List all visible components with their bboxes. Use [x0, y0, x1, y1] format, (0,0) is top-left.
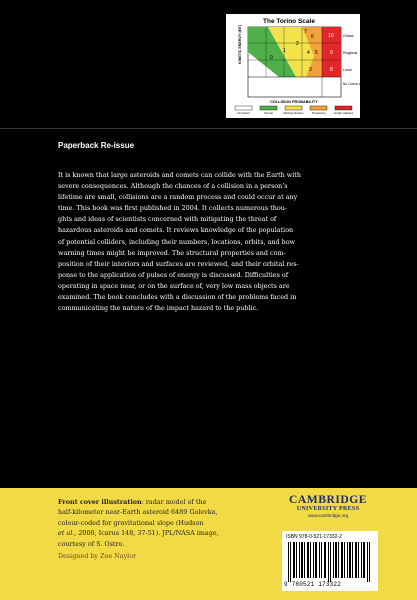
legend-label: Threatening [311, 112, 326, 115]
publisher-subtitle: UNIVERSITY PRESS [296, 506, 360, 512]
blurb-line: ponse to the application of pulses of energy is discussed. Difficulties of [58, 270, 289, 279]
right-label: Local [343, 68, 352, 72]
blurb-line: It is known that large asteroids and comets can collide with the Earth with [58, 171, 301, 179]
legend-swatch-white [235, 106, 252, 110]
zone-label: 4 [307, 50, 310, 56]
blurb-line: operating in space near, or on the surface of, very low mass objects are [58, 281, 290, 290]
legend-swatch-orange [310, 106, 327, 110]
publisher-name: CAMBRIDGE [289, 493, 367, 506]
designer-credit: Designed by Zoe Naylor [58, 552, 137, 560]
publisher-logo [283, 494, 373, 519]
right-label: Regional [343, 51, 358, 55]
blurb-line: severe consequences. Although the chances of a collision in a person’s [58, 182, 288, 191]
credit-text: , 2000, Icarus 148, 37-51). JPL/NASA image, [74, 529, 219, 538]
credit-line: colour-coded for gravitational slope (Hudson [58, 518, 204, 527]
zone-label: 7 [304, 29, 307, 35]
zone-label: 2 [296, 41, 299, 47]
blurb-line: communicating the nature of the impact hazard to the public. [58, 304, 259, 313]
legend-label: Normal [264, 112, 273, 115]
credit-line [58, 528, 248, 538]
legend-swatch-yellow [285, 106, 302, 110]
credit-line [58, 497, 248, 507]
blurb-line: hazardous asteroids and comets. It reviews knowledge of the population [58, 226, 294, 235]
zone-label: 0 [270, 55, 273, 61]
legend-label: Certain collisions [333, 112, 354, 115]
torino-scale-chart [226, 14, 370, 118]
credit-label: Front cover illustration [58, 498, 142, 506]
zone-label: 10 [328, 33, 334, 39]
credit-text: : radar model of the [141, 498, 207, 506]
blurb-line: warning times might be improved. The structural properties and com- [58, 248, 286, 257]
zone-label: 1 [283, 48, 286, 54]
legend-swatch-green [260, 106, 277, 110]
blurb-line: ghts and ideas of scientists concerned with mitigating the threat of [58, 215, 277, 224]
reissue-label: Paperback Re-issue [58, 141, 135, 150]
cover-illustration-credit [58, 497, 248, 549]
blurb-line: position of their interiors and surfaces are reviewed, and their orbital res- [58, 259, 299, 268]
divider [0, 128, 417, 129]
publisher-url: www.cambridge.org [307, 513, 349, 518]
y-axis-label: KINETIC ENERGY (MT) [238, 24, 242, 64]
barcode-digits: 9 780521 173322 [284, 581, 342, 588]
right-label: Global [343, 34, 354, 38]
right-label: No Conse-quence [343, 82, 370, 86]
legend-swatch-red [335, 106, 352, 110]
blurb-line: lifetime are small, collisions are a random process and could occur at any [58, 193, 298, 202]
zone-label: 5 [315, 50, 318, 56]
legend-label: No hazard [237, 112, 250, 115]
x-axis-label: COLLISION PROBABILITY [270, 100, 318, 104]
credit-line: half-kilometer near-Earth asteroid 6489 Golevka, [58, 508, 218, 517]
zone-label: 3 [309, 67, 312, 73]
legend-label: Meriting attention [283, 112, 304, 115]
blurb-line: of potential colliders, including their numbers, locations, orbits, and how [58, 237, 296, 246]
blurb-line: time. This book was first published in 2004. It collects numerous thou- [58, 204, 288, 213]
isbn-barcode [282, 531, 378, 591]
torino-scale-figure [226, 14, 370, 118]
isbn-number: ISBN 978-0-521-17332-2 [286, 534, 342, 540]
blurb-line: examined. The book concludes with a discussion of the problems faced in [58, 293, 297, 302]
zone-label: 6 [311, 34, 314, 40]
zone-label: 9 [330, 50, 333, 56]
credit-line: courtesy of S. Ostro. [58, 539, 125, 548]
figure-title: The Torino Scale [263, 18, 315, 25]
back-cover-blurb [58, 170, 376, 314]
credit-italic: et al. [58, 529, 75, 538]
zone-label: 8 [330, 67, 333, 73]
barcode-icon [288, 542, 372, 582]
